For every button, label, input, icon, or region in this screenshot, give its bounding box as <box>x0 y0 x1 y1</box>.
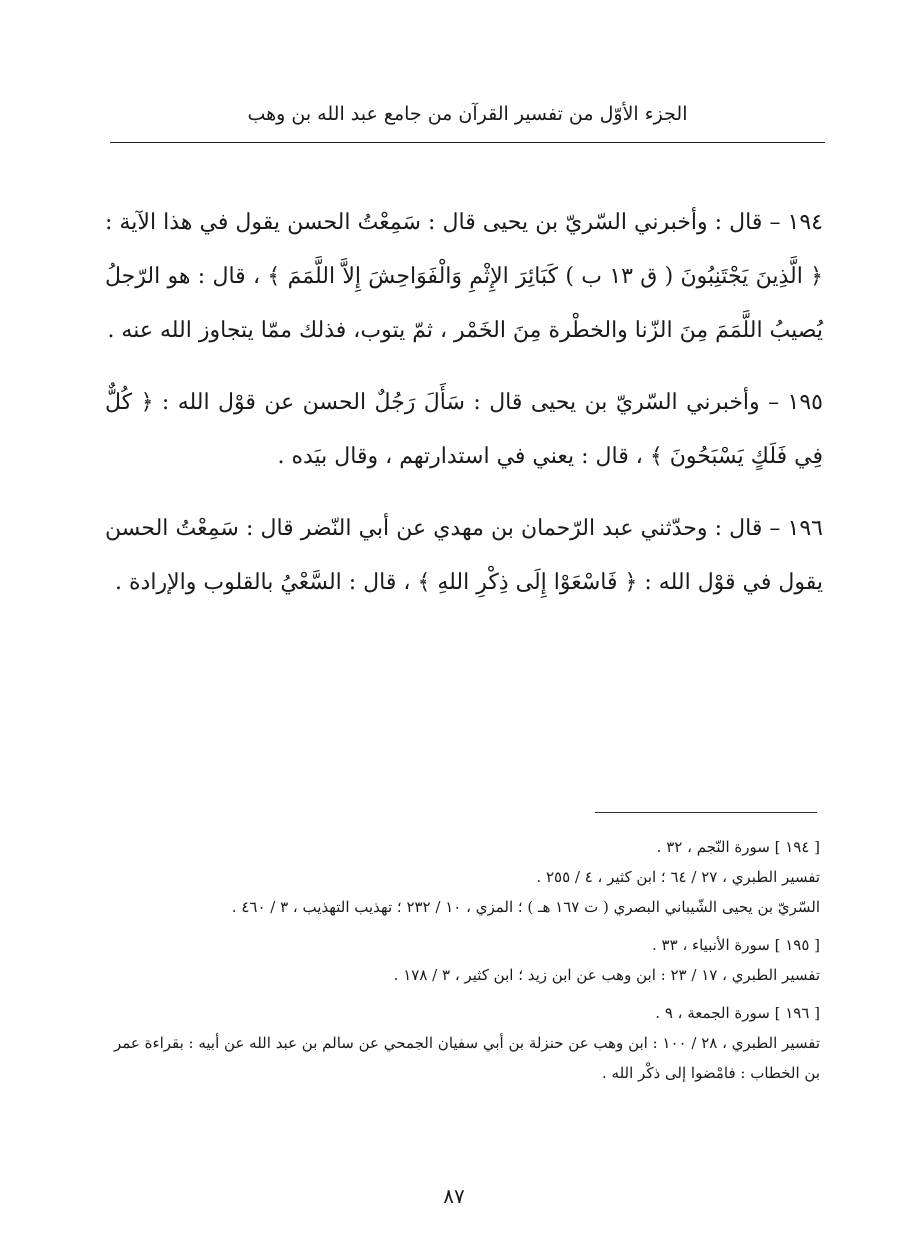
footnote-line: تفسير الطبري ، ٢٧ / ٦٤ ؛ ابن كثير ، ٤ / ٢٥٥ . <box>536 868 820 886</box>
running-header: الجزء الأوّل من تفسير القرآن من جامع عبد الله بن وهب <box>247 103 688 125</box>
footnote-line: تفسير الطبري ، ٢٨ / ١٠٠ : ابن وهب عن حنزلة بن أبي سفيان الجمحي عن سالم بن عبد الله عن أبيه : بقراءة عمر بن الخطاب : فامْضوا إلى ذكْر الله . <box>113 1034 820 1082</box>
paragraph-195: ١٩٥ – وأخبرني السّريّ بن يحيى قال : سَأَلَ رَجُلٌ الحسن عن قوْل الله : ﴿ كُلٌّ فِي فَلَكٍ يَسْبَحُونَ ﴾ ، قال : يعني في استدارتهم ، وقال بيَده . <box>105 390 823 469</box>
footnote-line: تفسير الطبري ، ١٧ / ٢٣ : ابن وهب عن ابن زيد ؛ ابن كثير ، ٣ / ١٧٨ . <box>393 966 820 984</box>
footnote-196 <box>105 998 820 1088</box>
paragraph-194: ١٩٤ – قال : وأخبرني السّريّ بن يحيى قال : سَمِعْتُ الحسن يقول في هذا الآية : ﴿ الَّذِينَ يَجْتَنِبُونَ ( ق ١٣ ب ) كَبَائِرَ الإِثْمِ وَالْفَوَاحِشَ إِلاَّ اللَّمَمَ ﴾ ، قال : هو الرّجلُ يُصيبُ اللَّمَمَ مِنَ الزّنا والخطْرة مِنَ الخَمْر ، ثمّ يتوب، فذلك ممّا يتجاوز الله عنه . <box>105 210 823 343</box>
footnote-line: [ ١٩٦ ] سورة الجمعة ، ٩ . <box>655 1004 820 1022</box>
footnotes <box>105 832 820 1088</box>
footnote-divider <box>595 812 817 813</box>
page-number: ٨٧ <box>443 1184 465 1208</box>
footnote-194 <box>105 832 820 922</box>
paragraph-196: ١٩٦ – قال : وحدّثني عبد الرّحمان بن مهدي عن أبي النّضر قال : سَمِعْتُ الحسن يقول في قوْل الله : ﴿ فَاسْعَوْا إِلَى ذِكْرِ اللهِ ﴾ ، قال : السَّعْيُ بالقلوب والإرادة . <box>105 516 823 595</box>
main-text <box>105 196 823 610</box>
footnote-195 <box>105 930 820 990</box>
footnote-line: السّريّ بن يحيى الشّيباني البصري ( ت ١٦٧ هـ ) ؛ المزي ، ١٠ / ٢٣٢ ؛ تهذيب التهذيب ، ٣ / ٤٦٠ . <box>231 898 820 916</box>
footnote-line: [ ١٩٤ ] سورة النّجم ، ٣٢ . <box>656 838 820 856</box>
footnote-line: [ ١٩٥ ] سورة الأنبياء ، ٣٣ . <box>652 936 820 954</box>
header-divider <box>110 142 825 143</box>
